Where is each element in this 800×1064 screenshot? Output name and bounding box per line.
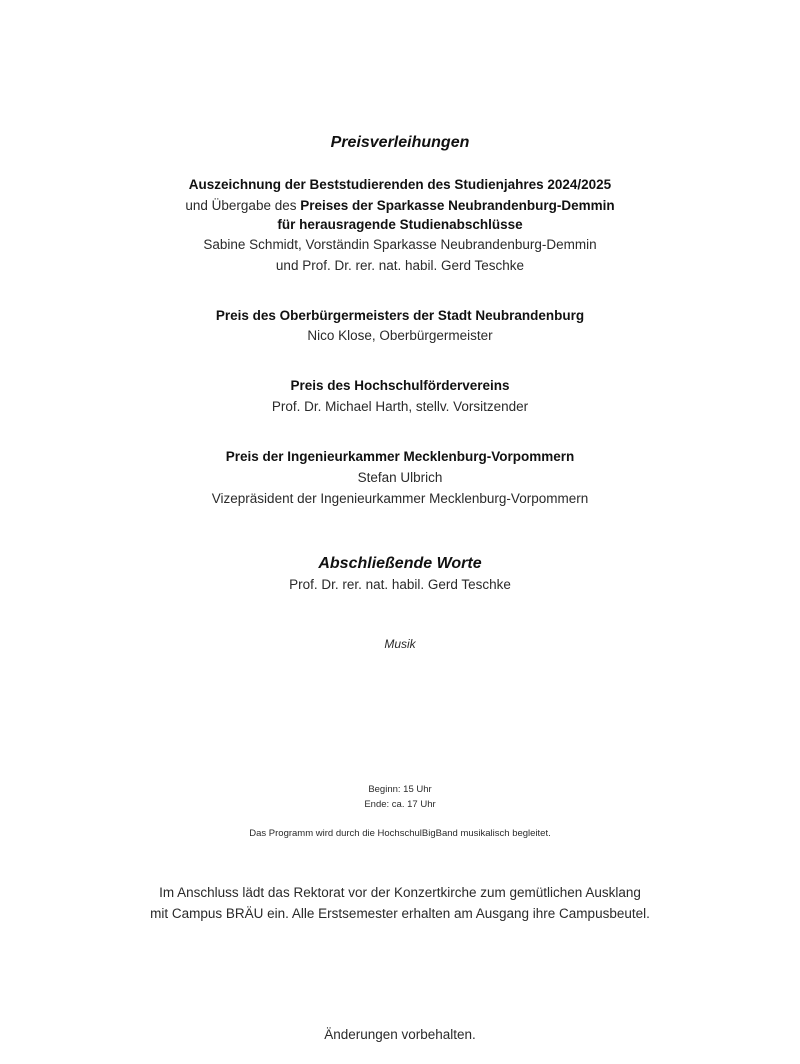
mayor-prize-title: Preis des Oberbürgermeisters der Stadt Neubrandenburg — [215, 308, 585, 323]
sparkasse-prize-prefix: und Übergabe des — [185, 198, 301, 213]
association-prize-title: Preis des Hochschulfördervereins — [290, 378, 510, 393]
sparkasse-prize-line — [0, 199, 800, 213]
afterwards-line-1: Im Anschluss lädt das Rektorat vor der Konzertkirche zum gemütlichen Ausklang — [159, 885, 641, 900]
music-label: Musik — [384, 637, 416, 651]
sparkasse-prize-subtitle: für herausragende Studienabschlüsse — [277, 217, 523, 232]
afterwards-line-2: mit Campus BRÄU ein. Alle Erstsemester erhalten am Ausgang ihre Campusbeutel. — [150, 906, 650, 921]
rector-presenter: und Prof. Dr. rer. nat. habil. Gerd Teschke — [275, 258, 525, 273]
engineers-prize-presenter: Stefan Ulbrich — [357, 470, 443, 485]
best-students-title: Auszeichnung der Beststudierenden des Studienjahres 2024/2025 — [188, 177, 612, 192]
closing-words-speaker: Prof. Dr. rer. nat. habil. Gerd Teschke — [289, 577, 511, 592]
mayor-prize-presenter: Nico Klose, Oberbürgermeister — [307, 328, 493, 343]
band-note: Das Programm wird durch die HochschulBigBand musikalisch begleitet. — [249, 828, 551, 839]
closing-words-heading: Abschließende Worte — [318, 555, 482, 572]
schedule-end: Ende: ca. 17 Uhr — [364, 799, 436, 810]
engineers-prize-title: Preis der Ingenieurkammer Mecklenburg-Vorpommern — [225, 449, 575, 464]
sparkasse-presenter: Sabine Schmidt, Vorständin Sparkasse Neubrandenburg-Demmin — [203, 237, 597, 252]
disclaimer: Änderungen vorbehalten. — [324, 1027, 476, 1042]
awards-heading: Preisverleihungen — [330, 134, 470, 151]
sparkasse-prize-name: Preises der Sparkasse Neubrandenburg-Demmin — [300, 198, 615, 213]
schedule-begin: Beginn: 15 Uhr — [368, 784, 432, 795]
association-prize-presenter: Prof. Dr. Michael Harth, stellv. Vorsitzender — [271, 399, 529, 414]
engineers-prize-presenter-role: Vizepräsident der Ingenieurkammer Mecklenburg-Vorpommern — [211, 491, 589, 506]
